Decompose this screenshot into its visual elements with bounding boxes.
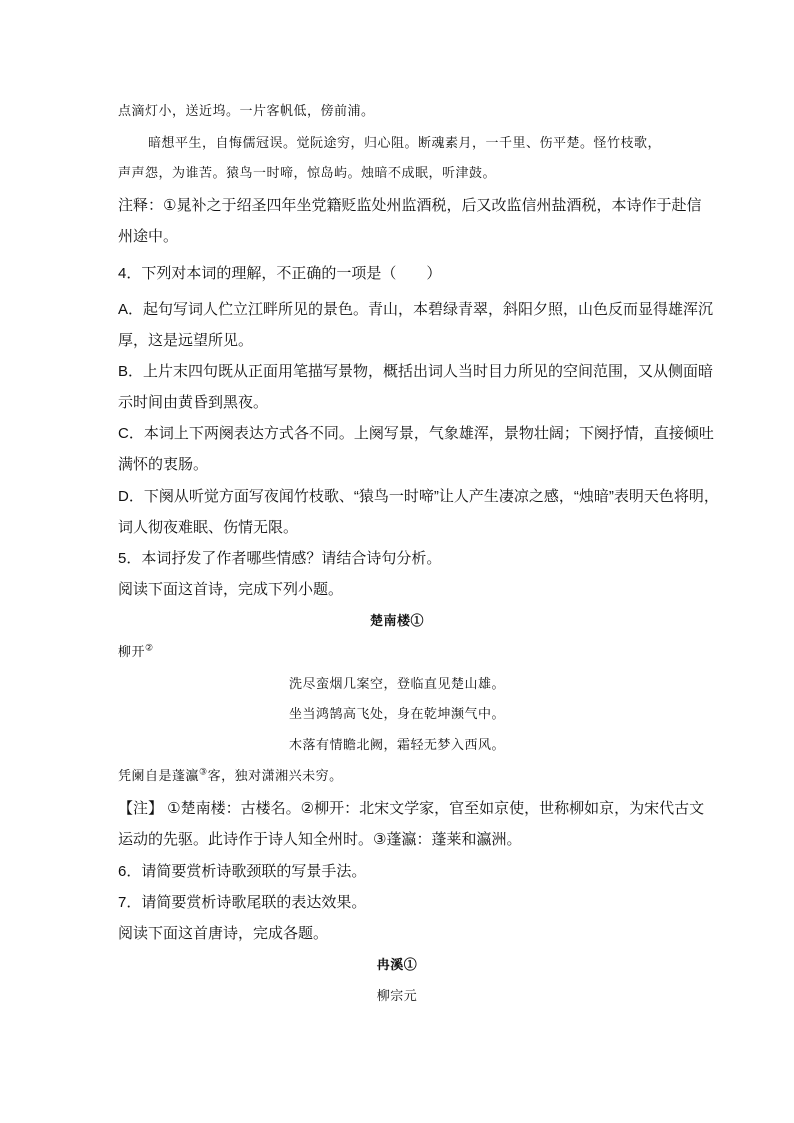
poem2-author-note-mark: ② [145, 643, 154, 654]
poem2-line4 [118, 767, 688, 787]
option-b-line2: 示时间由黄昏到黑夜。 [118, 394, 269, 411]
option-c-line1: C．本词上下两阕表达方式各不同。上阕写景，气象雄浑，景物壮阔；下阕抒情，直接倾吐 [118, 425, 714, 442]
reading-intro-2: 阅读下面这首诗，完成下列小题。 [118, 581, 344, 598]
option-c-line2: 满怀的衷肠。 [118, 456, 209, 473]
poem1-line3: 声声怨，为谁苦。猿鸟一时啼，惊岛屿。烛暗不成眠，听津鼓。 [118, 166, 497, 181]
question-7: 7．请简要赏析诗歌尾联的表达效果。 [118, 894, 367, 911]
question-5: 5．本词抒发了作者哪些情感？请结合诗句分析。 [118, 550, 442, 567]
poem2-title: 楚南楼① [369, 614, 424, 629]
option-d-line1: D．下阕从听觉方面写夜闻竹枝歌、“猿鸟一时啼”让人产生凄凉之感，“烛暗”表明天色将明， [118, 488, 719, 505]
poem2-author-name: 柳开 [118, 645, 146, 660]
question-6: 6．请简要赏析诗歌颈联的写景手法。 [118, 863, 367, 880]
note2-line2: 运动的先驱。此诗作于诗人知全州时。③蓬瀛：蓬莱和瀛洲。 [118, 831, 522, 848]
option-d-line2: 词人彻夜难眠、伤情无限。 [118, 519, 299, 536]
poem2-line3: 木落有情瞻北阙，霜轻无梦入西风。 [288, 738, 505, 753]
option-a-line1: A．起句写词人伫立江畔所见的景色。青山，本碧绿青翠，斜阳夕照，山色反而显得雄浑沉 [118, 301, 714, 318]
option-a-line2: 厚，这是远望所见。 [118, 332, 254, 349]
note1-line2: 州途中。 [118, 228, 179, 245]
poem3-author: 柳宗元 [376, 989, 418, 1004]
note2-line1: 【注】 ①楚南楼：古楼名。②柳开：北宋文学家，官至如京使，世称柳如京，为宋代古文 [118, 800, 705, 817]
poem2-author [118, 643, 688, 663]
poem1-line2: 暗想平生，自悔儒冠误。觉阮途穷，归心阻。断魂素月，一千里、伤平楚。怪竹枝歌， [148, 136, 662, 151]
option-b-line1: B．上片末四句既从正面用笔描写景物，概括出词人当时目力所见的空间范围，又从侧面暗 [118, 363, 714, 380]
poem2-line1: 洗尽蛮烟几案空，登临直见楚山雄。 [288, 677, 505, 692]
poem3-title: 冉溪① [376, 958, 418, 973]
poem2-line4-pre: 凭阑自是蓬瀛 [118, 769, 200, 784]
poem2-line2: 坐当鸿鹄高飞处，身在乾坤濒气中。 [288, 707, 505, 722]
question-4-stem: 4．下列对本词的理解，不正确的一项是（ ） [118, 265, 442, 282]
note1-line1: 注释：①晁补之于绍圣四年坐党籍贬监处州监酒税，后又改监信州盐酒税，本诗作于赴信 [118, 197, 702, 214]
poem1-line1: 点滴灯小，送近坞。一片客帆低，傍前浦。 [118, 104, 375, 119]
poem2-line4-note-mark: ③ [199, 767, 208, 778]
poem2-line4-post: 客，独对潇湘兴未穷。 [207, 769, 343, 784]
reading-intro-3: 阅读下面这首唐诗，完成各题。 [118, 925, 329, 942]
